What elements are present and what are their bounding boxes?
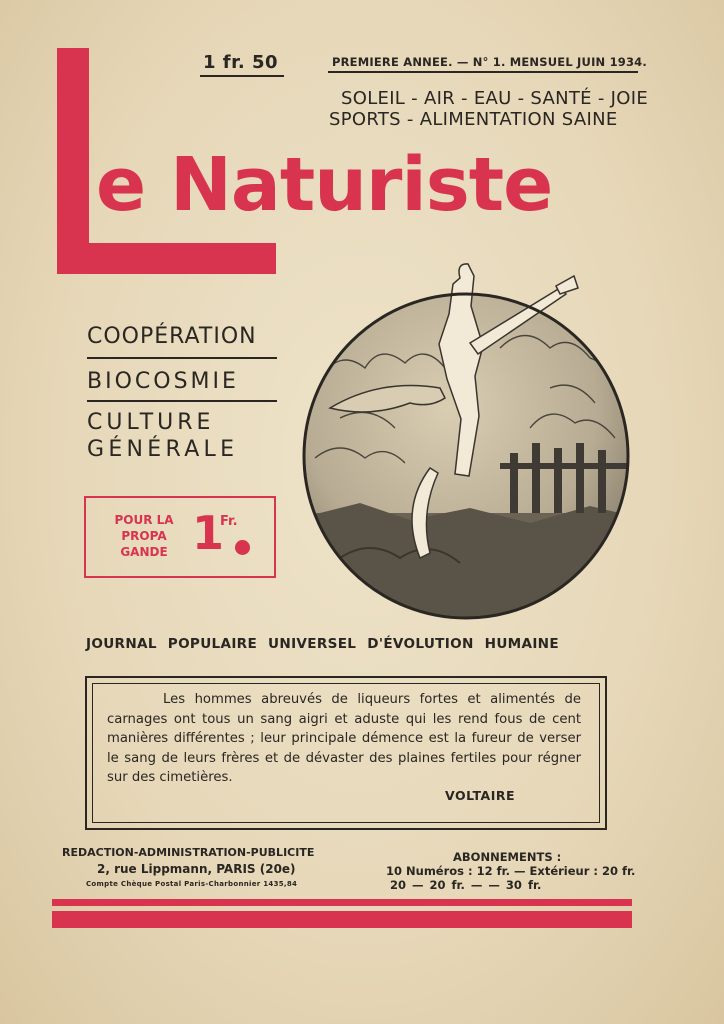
propaganda-dot	[235, 540, 250, 555]
issue-underline	[328, 71, 638, 73]
quote-text: Les hommes abreuvés de liqueurs fortes et alimentés de carnages ont tous un sang aigri et aduste qui les rend fous de cent manières différentes ; leur principale démence est la fureur de verser le sang de leurs frères et de dévaster des plaines fertiles pour régner sur des cimetières.	[107, 692, 581, 785]
subject-divider	[87, 400, 277, 402]
journal-tagline: JOURNAL POPULAIRE UNIVERSEL D'ÉVOLUTION HUMAINE	[86, 636, 559, 652]
subject-generale: GÉNÉRALE	[87, 437, 239, 462]
herald-illustration	[300, 258, 632, 624]
propaganda-amount: 1	[192, 506, 225, 560]
slogan-line-1: SOLEIL - AIR - EAU - SANTÉ - JOIE	[341, 88, 649, 109]
editorial-address-heading: REDACTION-ADMINISTRATION-PUBLICITE	[62, 846, 315, 859]
subscriptions-row-1: 10 Numéros : 12 fr. — Extérieur : 20 fr.	[386, 864, 636, 878]
slogan-line-2: SPORTS - ALIMENTATION SAINE	[329, 109, 618, 130]
propaganda-price-box	[84, 496, 276, 578]
subject-culture: CULTURE	[87, 410, 215, 435]
subject-cooperation: COOPÉRATION	[87, 324, 257, 349]
quote-author: VOLTAIRE	[445, 788, 516, 803]
footer-band-thick	[52, 911, 632, 928]
price-underline	[200, 75, 284, 77]
subject-biocosmie: BIOCOSMIE	[87, 369, 239, 394]
quote-box	[85, 676, 607, 830]
title-initial-l-vertical	[57, 48, 89, 274]
propaganda-unit: Fr.	[220, 514, 238, 529]
title-initial-l-horizontal	[57, 243, 276, 274]
issue-info: PREMIERE ANNEE. — N° 1. MENSUEL JUIN 1934.	[332, 55, 647, 69]
subject-divider	[87, 357, 277, 359]
subscriptions-row-2: 20 — 20 fr. — — 30 fr.	[390, 878, 542, 892]
issue-price: 1 fr. 50	[203, 52, 279, 73]
editorial-address: 2, rue Lippmann, PARIS (20e)	[97, 862, 296, 876]
masthead-title: e Naturiste	[96, 142, 553, 228]
footer-band-thin	[52, 899, 632, 906]
postal-account: Compte Chèque Postal Paris-Charbonnier 1435,84	[86, 880, 298, 888]
subscriptions-title: ABONNEMENTS :	[453, 850, 562, 864]
propaganda-label: POUR LA PROPA GANDE	[114, 513, 174, 559]
